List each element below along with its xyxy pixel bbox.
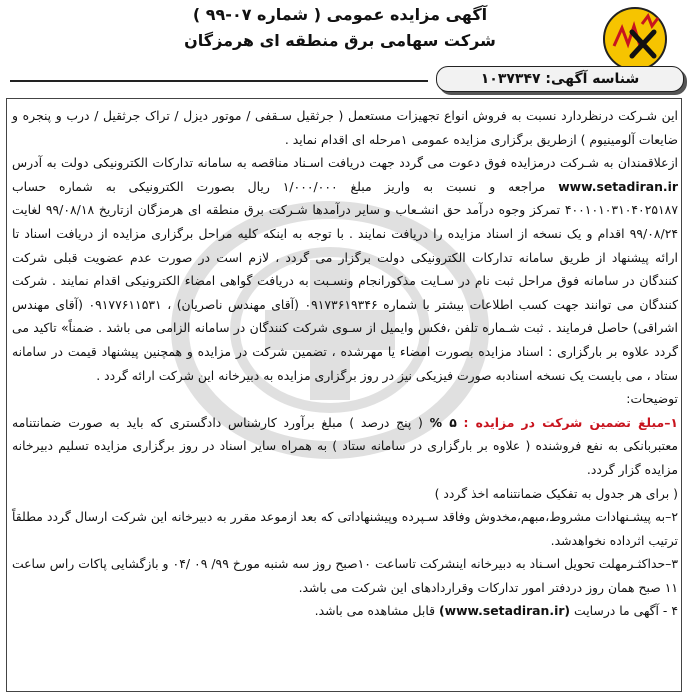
note-4-url[interactable]: (www.setadiran.ir) bbox=[438, 603, 571, 619]
note-2: ۲–به پیشـنهادات مشروط،مبهم،مخدوش وفاقد سـپرده وپیشنهاداتی که بعد ازموعد مقرر به دبیرخانه این شرکت ارسال گردد مطلقاً ترتیب اثرداده نخواهدشد. bbox=[12, 509, 678, 548]
note-4-end: قابل مشاهده می باشد. bbox=[314, 603, 436, 619]
setadiran-url[interactable]: www.setadiran.ir bbox=[558, 178, 678, 194]
notice-title: آگهی مزایده عمومی ( شماره ۰۷-۹۹ ) bbox=[192, 5, 488, 24]
notes-heading: توضیحات: bbox=[626, 391, 678, 407]
paragraph-intro: این شـرکت درنظردارد نسبت به فروش انواع تجهیزات مستعمل ( جرثقیل سـقفی / موتور دیزل / تراک جرثقیل / درب و پنجره و ضایعات آلومینیوم ) ازطریق برگزاری مزایده عمومی ۱مرحله ای اقدام نماید . bbox=[12, 108, 678, 147]
note-4 bbox=[12, 599, 678, 623]
title-block bbox=[140, 0, 540, 54]
company-name: شرکت سهامی برق منطقه ای هرمزگان bbox=[184, 31, 496, 50]
note-1-tail: ( برای هر جدول به تفکیک ضمانتنامه اخذ گردد ) bbox=[434, 485, 678, 501]
notice-header bbox=[0, 0, 690, 96]
note-1 bbox=[12, 411, 678, 482]
note-3: ۳–حداکثـرمهلت تحویل اسـناد به دبیرخانه اینشرکت تاساعت ۱۰صبح روز سه شنبه مورخ ۹۹/ ۰۹ /۰۴ و بازگشایی پاکات راس ساعت ۱۱ صبح همان روز دردفتر امور تدارکات وقراردادهای این شرکت می باشد. bbox=[12, 556, 678, 595]
invitation-text: ازعلاقمندان به شـرکت درمزایده فوق دعوت می گردد جهت دریافت اسـناد مناقصه به سامانه تدارکات الکترونیکی دولت به آدرس bbox=[12, 155, 678, 171]
note-1-text: ( پنج درصد ) مبلغ برآورد کارشناس دادگستری که باید به صورت ضمانتنامه معتبربانکی به نفع فروشنده ( علاوه بر بارگزاری در سامانه ستاد ) به همراه سایر اسناد در روز برگزاری مزایده تسلیم دبیرخانه مزایده گزار گردد. bbox=[12, 414, 678, 477]
paragraph-invitation bbox=[12, 151, 678, 387]
note-1-percent: ۵ % bbox=[429, 414, 457, 430]
notice-content bbox=[12, 104, 678, 623]
header-divider bbox=[10, 80, 428, 82]
note-1-label: ۱–مبلغ تضمین شرکت در مزایده : bbox=[463, 414, 678, 430]
notice-id-badge: شناسه آگهی: ۱۰۳۷۳۴۷ bbox=[436, 66, 684, 92]
electricity-company-logo-icon bbox=[602, 6, 668, 72]
note-4-start: ۴ - آگهی ما درسایت bbox=[574, 603, 678, 619]
invitation-details: مراجعه و نسبت به واریز مبلغ ۱/۰۰۰/۰۰۰ ریال بصورت الکترونیکی به شماره حساب ۴۰۰۱۰۱۰۳۱۰۴۰۲۵۱۸۷ تمرکز وجوه درآمد حق انشـعاب و سایر درآمدها شـرکت برق منطقه ای هرمزگان ازتاریخ ۹۹/۰۸/۱۸ لغایت ۹۹/۰۸/۲۴ اقدام و یک نسخه از اسناد مزایده را دریافت نمایند . با توجه به اینکه کلیه مراحل برگزاری مزایده از دریافت اسناد تا ارائه پیشنهاد از طریق سامانه تدارکات الکترونیکی دولت برگزار می گردد ، لازم است در صورت عدم عضویت قبلی شرکت کنندگان در سامانه فوق مراحل ثبت نام در سـایت مذکورانجام ونسـبت به دریافت گواهی امضاء الکترونیکی اقدام نمایند . شرکت کنندگان می توانند جهت کسب اطلاعات بیشتر با شماره ۰۹۱۷۳۶۱۹۳۴۶ (آقای مهندس ناصریان) ، ۰۹۱۷۷۶۱۱۵۳۱ (آقای مهندس اشراقی) حاصل فرمایند . ثبت شـماره تلفن ،فکس وایمیل از سـوی شرکت کنندگان در سامانه الزامی می باشد . ضمناً» تاکید می گردد علاوه بر بارگزاری : اسناد مزایده بصورت امضاء یا مهرشده ، تضمین شرکت در مزایده و همچنین پیشنهاد قیمت در سامانه ستاد ، می بایست یک نسخه اسنادبه صورت فیزیکی نیز در روز برگزاری مزایده به دبیرخانه این شرکت ارائه گردد . bbox=[12, 178, 679, 383]
